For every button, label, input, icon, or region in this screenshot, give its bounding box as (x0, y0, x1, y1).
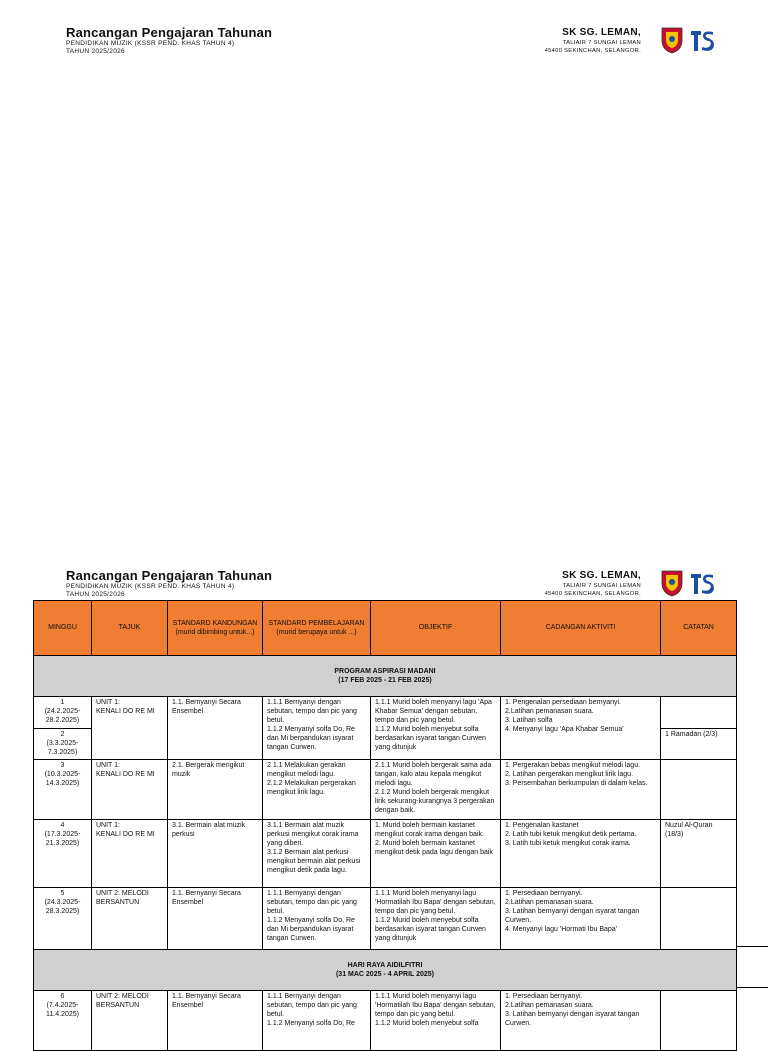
column-header-standard-kandungan (168, 601, 263, 656)
tajuk-cell (92, 697, 168, 760)
table-border-extension (736, 946, 768, 947)
unit-title: KENALI DO RE MI (96, 831, 155, 839)
sk-cell: 3.1. Bermain alat muzik perkusi (168, 820, 263, 888)
week-date-start: (17.3.2025- (44, 831, 81, 839)
document-year: TAHUN 2025/2026 (66, 48, 125, 55)
unit-label: UNIT 2: MELODI (96, 993, 149, 1000)
week-date-start: (7.4.2025- (46, 1002, 79, 1010)
unit-label: UNIT 1: (96, 699, 120, 706)
column-header-tajuk: TAJUK (92, 601, 168, 656)
catatan-cell-empty (661, 697, 737, 729)
section-title: PROGRAM ASPIRASI MADANI (334, 667, 436, 675)
catatan-cell (661, 991, 737, 1051)
week-date-start: (24.3.2025- (44, 899, 81, 907)
week-cell (34, 760, 92, 820)
sp-cell: 1.1.1 Bernyanyi dengan sebutan, tempo dan pic yang betul. 1.1.2 Menyanyi solfa Do, Re dan Mi berpandukan isyarat tangan Curwen. (263, 888, 371, 950)
sk-note: (murid dibimbing untuk...) (175, 629, 255, 636)
school-address-line2: 45400 SEKINCHAN, SELANGOR. (544, 591, 641, 597)
section-dates: (17 FEB 2025 - 21 FEB 2025) (338, 677, 432, 684)
unit-title: BERSANTUN (96, 899, 140, 907)
catatan-cell (661, 888, 737, 950)
table-row (34, 820, 737, 888)
week-date-end: 7.3.2025) (47, 749, 78, 757)
sp-title: STANDARD PEMBELAJARAN (268, 619, 365, 627)
column-header-objektif: OBJEKTIF (371, 601, 501, 656)
catatan-cell: Nuzul Al-Quran (18/3) (661, 820, 737, 888)
week-number: 5 (60, 890, 65, 897)
column-header-standard-pembelajaran (263, 601, 371, 656)
lesson-plan-table (33, 600, 737, 1051)
sp-cell: 1.1.1 Bernyanyi dengan sebutan, tempo dan pic yang betul. 1.1.2 Menyanyi solfa Do, Re dan Mi berpandukan isyarat tangan Curwen. (263, 697, 371, 760)
week-cell (34, 888, 92, 950)
aktiviti-cell: 1. Pengenalan persediaan bernyanyi. 2.Latihan pemanasan suara. 3. Latihan solfa 4. Menyanyi lagu 'Apa Khabar Semua' (501, 697, 661, 760)
page-header-1 (0, 25, 768, 65)
column-header-catatan: CATATAN (661, 601, 737, 656)
week-date-end: 28.3.2025) (45, 908, 80, 916)
unit-label: UNIT 2: MELODI (96, 890, 149, 897)
sp-cell: 1.1.1 Bernyanyi dengan sebutan, tempo dan pic yang betul. 1.1.2 Menyanyi solfa Do, Re (263, 991, 371, 1051)
week-cell (34, 697, 92, 729)
sp-cell: 3.1.1 Bermain alat muzik perkusi mengikut corak irama yang diberi. 3.1.2 Bermain alat perkusi mengikut bermain alat perkusi mengikut detik pada lagu. (263, 820, 371, 888)
catatan-cell: 1 Ramadan (2/3) (661, 729, 737, 760)
table-row (34, 888, 737, 950)
document-subtitle: PENDIDIKAN MUZIK (KSSR PEND. KHAS TAHUN 4) (66, 40, 235, 47)
table-row (34, 991, 737, 1051)
objektif-cell: 1.1.1 Murid boleh menyanyi lagu 'Hormatilah Ibu Bapa' dengan sebutan, tempo dan pic yang betul. 1.1.2 Murid boleh menyebut solfa berdasarkan isyarat tangan Curwen yang ditunjuk (371, 888, 501, 950)
section-row-aspirasi (34, 656, 737, 697)
sk-cell: 1.1. Bernyanyi Secara Ensembel (168, 888, 263, 950)
column-header-minggu: MINGGU (34, 601, 92, 656)
tajuk-cell (92, 820, 168, 888)
table-row (34, 697, 737, 729)
aktiviti-cell: 1. Persediaan bernyanyi. 2.Latihan pemanasan suara. 3. Latihan bernyanyi dengan isyarat tangan Curwen. (501, 991, 661, 1051)
unit-label: UNIT 1: (96, 822, 120, 829)
objektif-cell: 1. Murid boleh bermain kastanet mengikut corak irama dengan baik. 2. Murid boleh bermain kastanet mengikut detik pada lagu dengan baik (371, 820, 501, 888)
school-name: SK SG. LEMAN, (562, 570, 641, 581)
section-row-hari-raya (34, 950, 737, 991)
aktiviti-cell: 1. Pergerakan bebas mengikut melodi lagu. 2. Latihan pergerakan mengikut lirik lagu. 3. Persembahan berkumpulan di dalam kelas. (501, 760, 661, 820)
table-border-extension (736, 987, 768, 988)
week-date-start: (24.2.2025- (44, 708, 81, 716)
week-date-end: 11.4.2025) (46, 1011, 79, 1019)
tajuk-cell (92, 760, 168, 820)
objektif-cell: 1.1.1 Murid boleh menyanyi lagu 'Apa Khabar Semua' dengan sebutan, tempo dan pic yang betul. 1.1.2 Murid boleh menyebut solfa berdasarkan isyarat tangan Curwen yang ditunjuk (371, 697, 501, 760)
week-number: 3 (60, 762, 65, 769)
section-title: HARI RAYA AIDILFITRI (347, 961, 423, 969)
week-cell (34, 729, 92, 760)
objektif-cell: 2.1.1 Murid boleh bergerak sama ada tangan, kaki atau kepala mengikut melodi lagu. 2.1.2 Murid boleh bergerak mengikut lirik sekurang-kurangnya 3 pergerakan dengan baik. (371, 760, 501, 820)
week-date-end: 14.3.2025) (45, 780, 80, 788)
unit-title: BERSANTUN (96, 1002, 140, 1010)
school-address-line2: 45400 SEKINCHAN, SELANGOR. (544, 48, 641, 54)
document-year: TAHUN 2025/2026 (66, 591, 125, 598)
school-name: SK SG. LEMAN, (562, 27, 641, 38)
sp-note: (murid berupaya untuk ...) (276, 629, 357, 636)
week-number: 2 (60, 731, 65, 738)
week-date-end: 28.2.2025) (45, 717, 80, 725)
ts-logo-icon (689, 27, 715, 53)
week-number: 1 (60, 699, 65, 706)
objektif-cell: 1.1.1 Murid boleh menyanyi lagu 'Hormatilah Ibu Bapa' dengan sebutan, tempo dan pic yang betul. 1.1.2 Murid boleh menyebut solfa (371, 991, 501, 1051)
unit-label: UNIT 1: (96, 762, 120, 769)
unit-title: KENALI DO RE MI (96, 708, 155, 716)
week-number: 4 (60, 822, 65, 829)
document-subtitle: PENDIDIKAN MUZIK (KSSR PEND. KHAS TAHUN 4) (66, 583, 235, 590)
catatan-cell (661, 760, 737, 820)
sk-cell: 2.1. Bergerak mengikut muzik (168, 760, 263, 820)
column-header-aktiviti: CADANGAN AKTIVITI (501, 601, 661, 656)
aktiviti-cell: 1. Persediaan bernyanyi. 2.Latihan pemanasan suara. 3. Latihan bernyanyi dengan isyarat tangan Curwen. 4. Menyanyi lagu 'Hormati Ibu Bapa' (501, 888, 661, 950)
document-title: Rancangan Pengajaran Tahunan (66, 568, 273, 583)
sk-cell: 1.1. Bernyanyi Secara Ensembel (168, 697, 263, 760)
week-number: 6 (60, 993, 65, 1000)
document-title: Rancangan Pengajaran Tahunan (66, 25, 273, 40)
unit-title: KENALI DO RE MI (96, 771, 155, 779)
aktiviti-cell: 1. Pengenalan kastanet 2. Latih tubi ketuk mengikut detik pertama. 3. Latih tubi ketuk mengikut corak irama. (501, 820, 661, 888)
sk-title: STANDARD KANDUNGAN (172, 619, 258, 627)
week-cell (34, 820, 92, 888)
school-crest-icon (660, 26, 684, 54)
school-crest-icon (660, 569, 684, 597)
week-date-start: (3.3.2025- (46, 740, 79, 748)
ts-logo-icon (689, 570, 715, 596)
table-row (34, 760, 737, 820)
school-address-line1: TALIAIR 7 SUNGAI LEMAN (562, 583, 641, 589)
week-date-start: (10.3.2025- (44, 771, 81, 779)
tajuk-cell (92, 888, 168, 950)
section-dates: (31 MAC 2025 - 4 APRIL 2025) (335, 971, 435, 978)
week-date-end: 21.3.2025) (45, 840, 80, 848)
sp-cell: 2.1.1 Melakukan gerakan mengikut melodi lagu. 2.1.2 Melakukan pergerakan mengikut lirik lagu. (263, 760, 371, 820)
tajuk-cell (92, 991, 168, 1051)
school-address-line1: TALIAIR 7 SUNGAI LEMAN (562, 40, 641, 46)
table-header-row (34, 601, 737, 656)
week-cell (34, 991, 92, 1051)
sk-cell: 1.1. Bernyanyi Secara Ensembel (168, 991, 263, 1051)
